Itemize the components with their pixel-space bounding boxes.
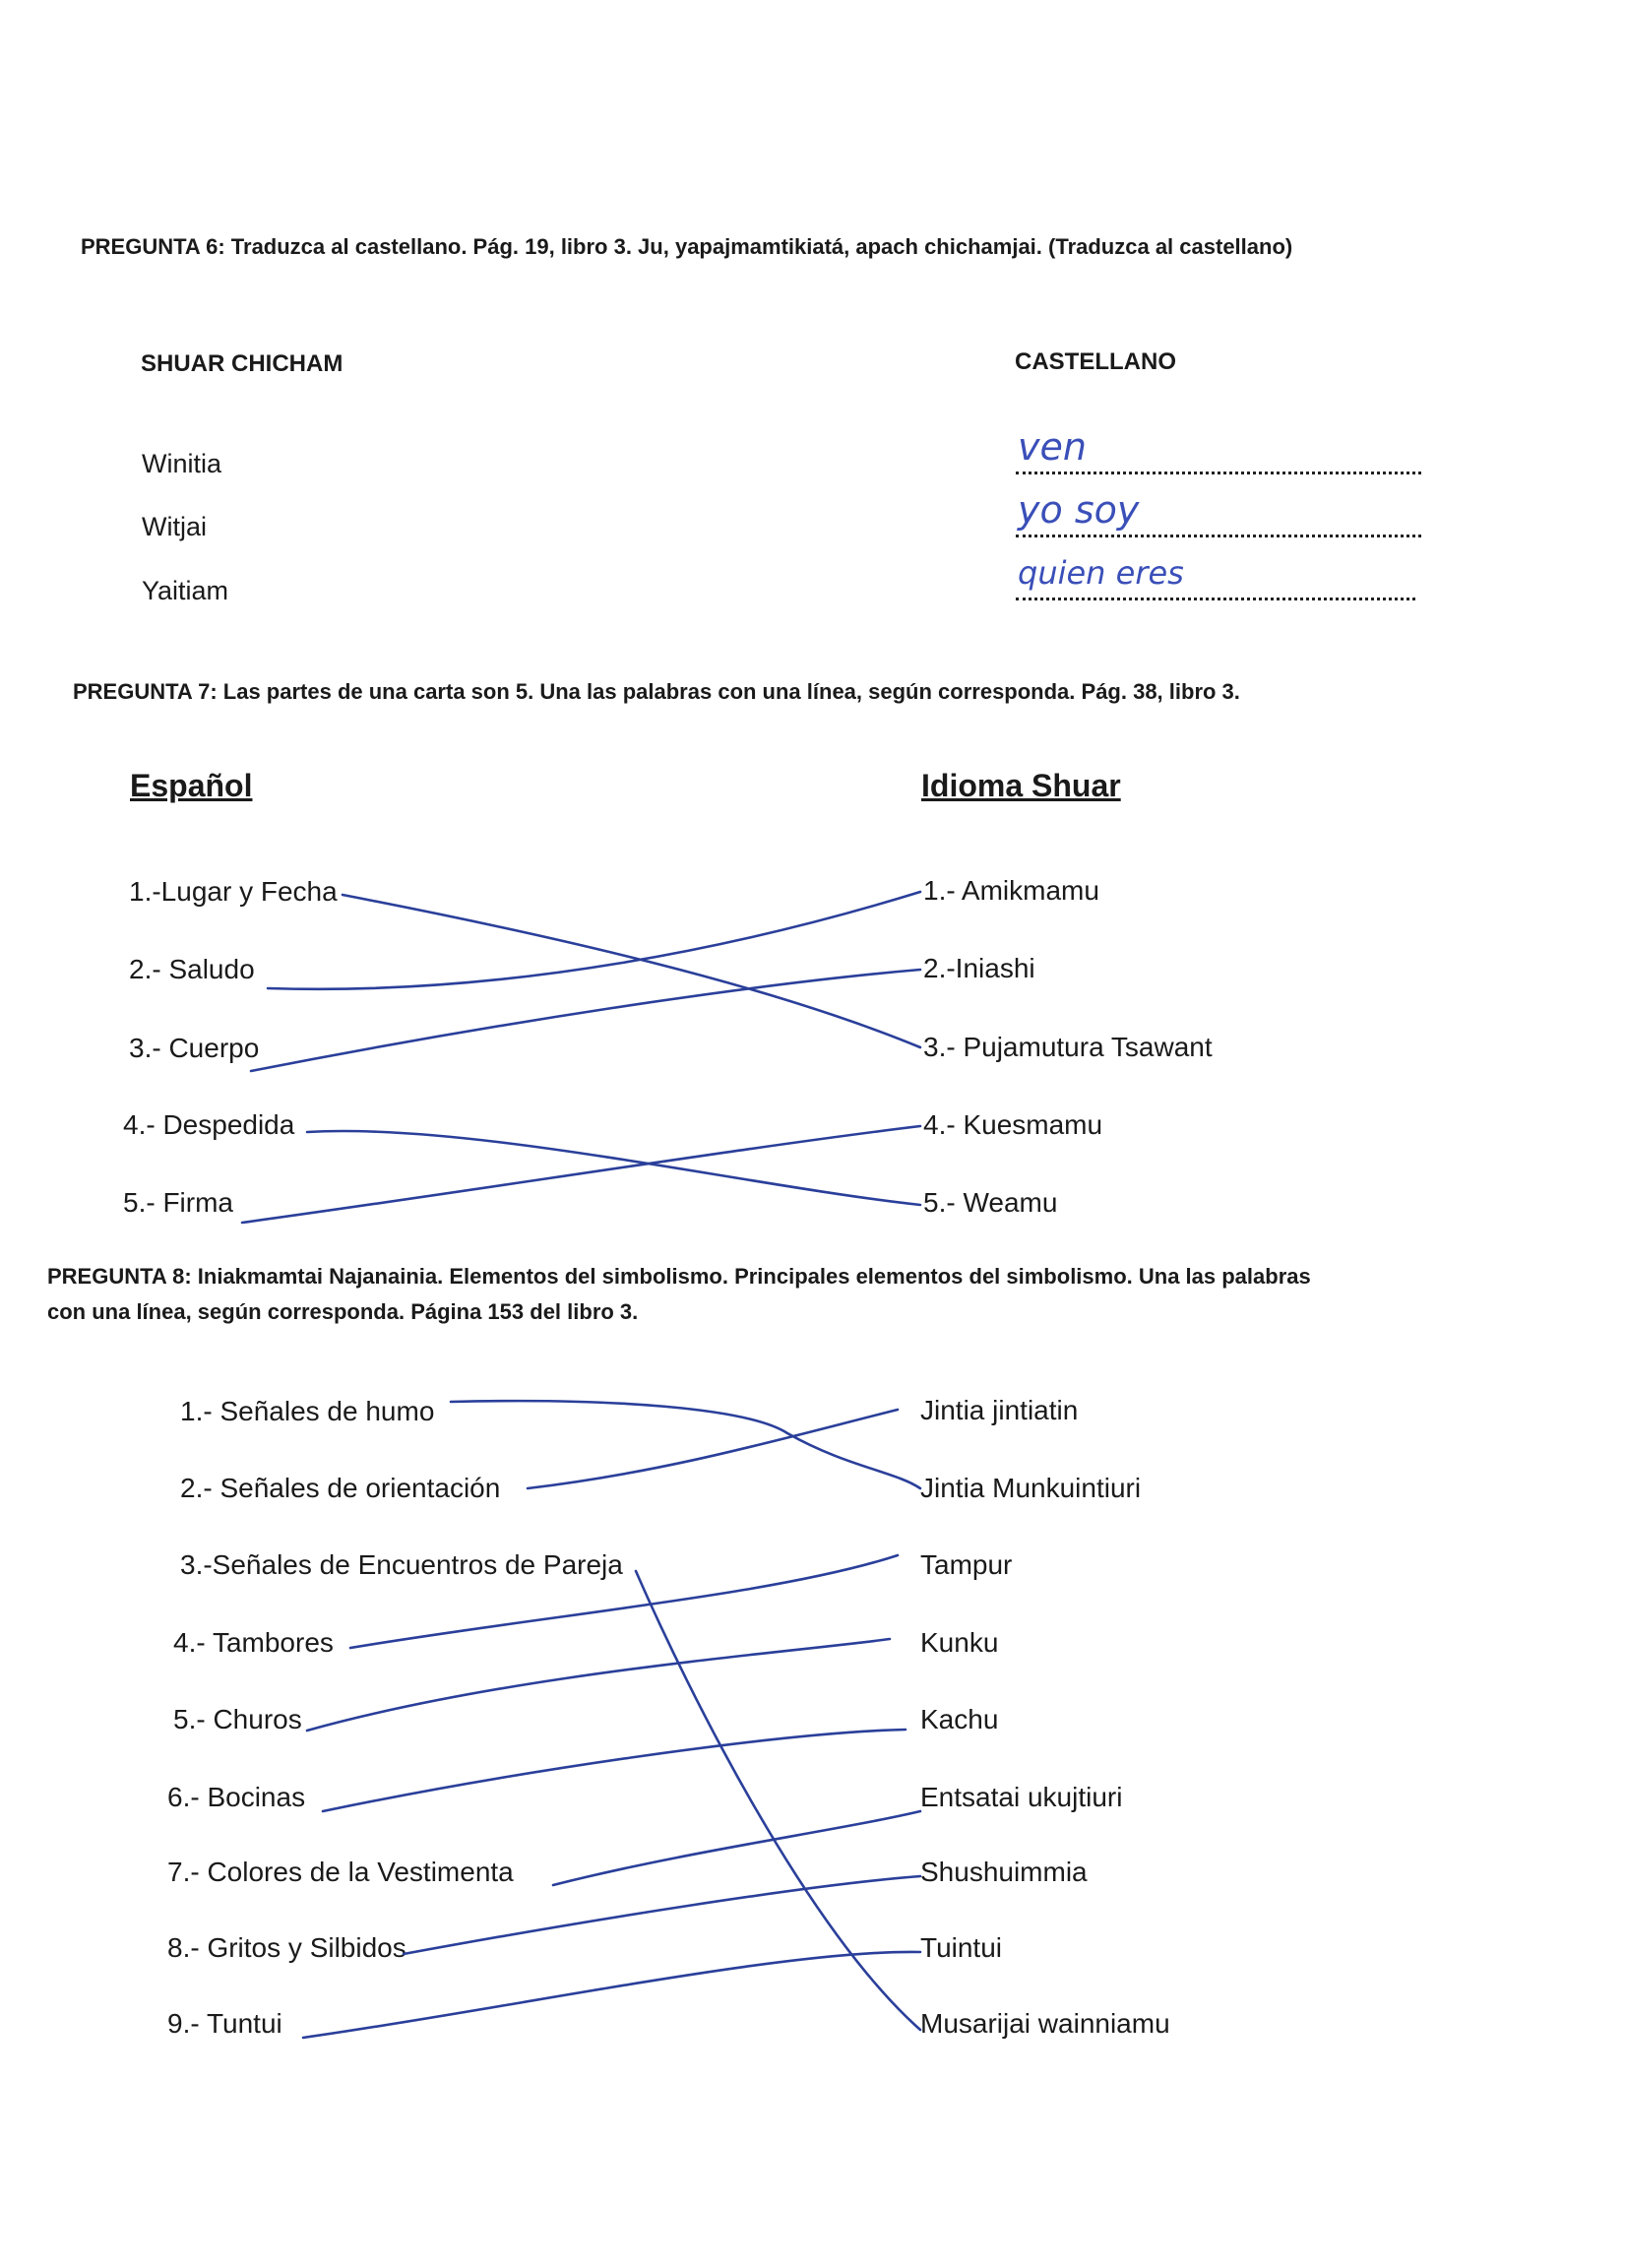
q7-col-left: Español (130, 768, 253, 803)
q8-left-9: 9.- Tuntui (167, 2008, 282, 2039)
q8-left-3: 3.-Señales de Encuentros de Pareja (180, 1549, 623, 1580)
q7-left-3: 3.- Cuerpo (129, 1033, 260, 1063)
q8-left-1: 1.- Señales de humo (180, 1396, 435, 1426)
q6-word-2: Witjai (142, 512, 207, 541)
q8-right-3: Tampur (920, 1549, 1013, 1580)
q7-title: PREGUNTA 7: Las partes de una carta son 5. Una las palabras con una línea, según corresponda. Pág. 38, libro 3. (73, 679, 1240, 704)
q8-link-6-5 (323, 1730, 906, 1811)
q8-right-6: Entsatai ukujtiuri (920, 1782, 1123, 1812)
q7-link-4-5 (307, 1131, 920, 1205)
q6-answer-line-3[interactable] (1016, 598, 1415, 600)
q8-left-4: 4.- Tambores (173, 1627, 334, 1658)
q8-left-7: 7.- Colores de la Vestimenta (167, 1857, 514, 1887)
q8-right-8: Tuintui (920, 1932, 1003, 1963)
q6-answer-1: ven (1018, 425, 1087, 469)
q8-title-line-1: PREGUNTA 8: Iniakmamtai Najanainia. Elementos del simbolismo. Principales elementos del simbolismo. Una las palabras (47, 1264, 1311, 1289)
q6-word-3: Yaitiam (142, 576, 229, 605)
q7-right-3: 3.- Pujamutura Tsawant (923, 1032, 1213, 1062)
q7-right-4: 4.- Kuesmamu (923, 1109, 1103, 1140)
q7-left-2: 2.- Saludo (129, 954, 255, 984)
q8-link-7-6 (553, 1811, 920, 1885)
q7-left-4: 4.- Despedida (123, 1109, 295, 1140)
q8-left-5: 5.- Churos (173, 1704, 302, 1734)
q6-col-right: CASTELLANO (1015, 348, 1176, 375)
q8-right-1: Jintia jintiatin (920, 1395, 1079, 1425)
q7-left-1: 1.-Lugar y Fecha (129, 876, 338, 907)
q8-right-4: Kunku (920, 1627, 999, 1658)
q8-right-2: Jintia Munkuintiuri (920, 1473, 1142, 1503)
q6-answer-line-1[interactable] (1016, 472, 1421, 474)
q7-left-5: 5.- Firma (123, 1187, 233, 1218)
q7-link-5-4 (242, 1126, 920, 1223)
q6-title: PREGUNTA 6: Traduzca al castellano. Pág. 19, libro 3. Ju, yapajmamtikiatá, apach chichamjai. (Traduzca al castellano) (81, 234, 1293, 259)
q8-link-3-9 (636, 1571, 920, 2030)
q8-left-6: 6.- Bocinas (167, 1782, 306, 1812)
q8-left-2: 2.- Señales de orientación (180, 1473, 501, 1503)
q8-link-5-4 (307, 1639, 890, 1731)
q6-answer-line-2[interactable] (1016, 535, 1421, 537)
q7-right-5: 5.- Weamu (923, 1187, 1058, 1218)
q8-right-7: Shushuimmia (920, 1857, 1088, 1887)
q7-right-2: 2.-Iniashi (923, 953, 1035, 983)
q8-right-9: Musarijai wainniamu (920, 2008, 1170, 2039)
q7-link-3-2 (251, 970, 920, 1071)
q8-title-line-2: con una línea, según corresponda. Página 153 del libro 3. (47, 1299, 639, 1324)
q7-link-1-3 (343, 895, 920, 1047)
q7-right-1: 1.- Amikmamu (923, 875, 1099, 906)
q8-link-1-2 (451, 1401, 920, 1488)
q6-col-left: SHUAR CHICHAM (141, 350, 344, 377)
q6-answer-3: quien eres (1018, 554, 1184, 592)
q8-link-9-8 (303, 1952, 920, 2038)
q7-link-2-1 (268, 892, 920, 989)
q8-left-8: 8.- Gritos y Silbidos (167, 1932, 406, 1963)
q8-link-2-1 (528, 1410, 898, 1488)
q7-col-right: Idioma Shuar (921, 768, 1121, 803)
q8-right-5: Kachu (920, 1704, 999, 1734)
q6-answer-2: yo soy (1018, 488, 1140, 532)
q6-word-1: Winitia (142, 449, 222, 478)
